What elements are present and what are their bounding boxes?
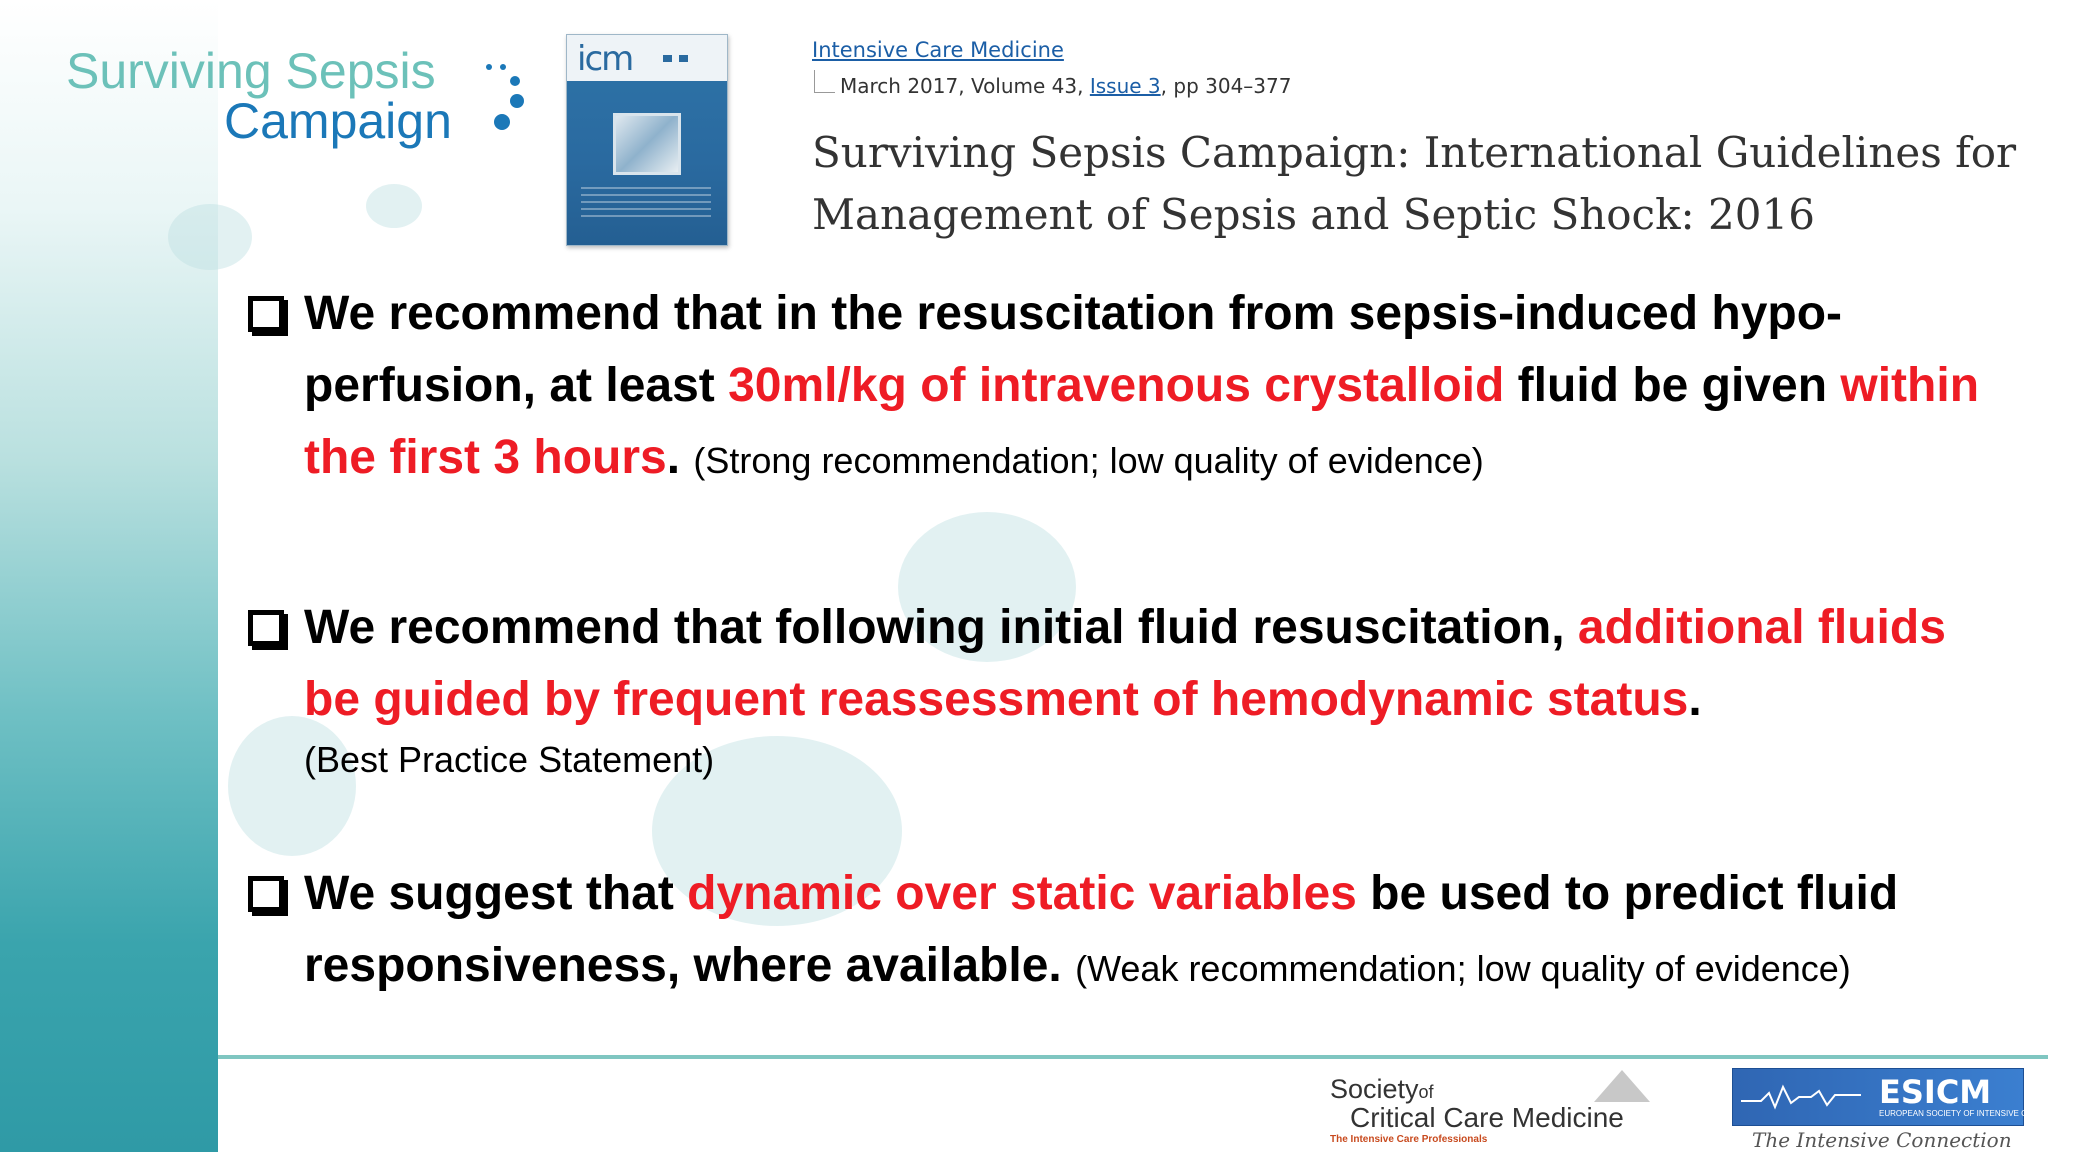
emphasis-segment: within the first 3 hours: [304, 359, 1980, 484]
recommendation-bullet: [248, 278, 2008, 497]
checkbox-icon: [248, 296, 284, 332]
logo-dot: [494, 114, 510, 130]
checkbox-icon: [248, 610, 284, 646]
text-segment: .: [1688, 673, 1702, 726]
article-title-line-1: Surviving Sepsis Campaign: International Guidelines for: [812, 128, 2017, 177]
recommendation-text: [304, 592, 2008, 784]
esicm-tagline: The Intensive Connection: [1752, 1128, 2012, 1152]
recommendation-bullet: [248, 592, 2008, 784]
text-segment: We recommend that in the resuscitation from sepsis-induced hypo-perfusion, at least: [304, 287, 1843, 412]
sccm-of: of: [1418, 1082, 1434, 1102]
tree-connector: [814, 70, 835, 93]
surviving-sepsis-campaign-logo: [66, 42, 546, 152]
footer-divider: [218, 1055, 2048, 1059]
sccm-name-line-1: [1330, 1074, 1434, 1105]
issue-meta-suffix: , pp 304–377: [1160, 74, 1292, 98]
logo-line-2: Campaign: [224, 93, 452, 149]
ecg-wave-icon: [1741, 1083, 1861, 1111]
emphasis-segment: additional fluids be guided by frequent reassessment of hemodynamic status: [304, 601, 1946, 726]
logo-dot: [486, 64, 492, 70]
evidence-note: (Best Practice Statement): [304, 739, 715, 780]
sccm-name-line-2: Critical Care Medicine: [1350, 1102, 1624, 1133]
text-segment: .: [666, 431, 694, 484]
sccm-triangle-icon: [1594, 1070, 1650, 1102]
issue-meta-prefix: March 2017, Volume 43,: [840, 74, 1090, 98]
text-segment: We suggest that: [304, 867, 688, 920]
left-decorative-gradient: [0, 0, 218, 1152]
logo-dot: [510, 76, 520, 86]
logo-dot: [510, 94, 524, 108]
text-segment: We recommend that following initial fluid resuscitation,: [304, 601, 1578, 654]
checkbox-icon: [248, 876, 284, 912]
evidence-note: (Strong recommendation; low quality of evidence): [693, 440, 1484, 481]
sccm-tagline: The Intensive Care Professionals: [1330, 1134, 1488, 1145]
cover-text-lines: [581, 187, 711, 217]
decorative-bubble: [366, 184, 422, 228]
esicm-logo: [1732, 1068, 2085, 1126]
issue-link[interactable]: Issue 3: [1089, 74, 1161, 98]
emphasis-segment: 30ml/kg of intravenous crystalloid: [728, 359, 1505, 412]
recommendation-text: [304, 278, 2008, 497]
text-segment: fluid be given: [1504, 359, 1841, 412]
esicm-name: ESICM: [1879, 1073, 1992, 1111]
text-segment: be used to predict fluid responsiveness, where available.: [304, 867, 1899, 992]
sccm-logo: [1326, 1070, 1666, 1146]
cover-logo: icm: [577, 39, 633, 79]
recommendation-bullet: [248, 858, 2008, 1005]
emphasis-segment: dynamic over static variables: [687, 867, 1357, 920]
logo-line-1: Surviving Sepsis: [66, 43, 436, 99]
logo-dot: [500, 64, 506, 70]
recommendation-text: [304, 858, 2008, 1005]
journal-cover-image: [566, 34, 728, 246]
article-title-line-2: Management of Sepsis and Septic Shock: 2016: [812, 190, 1815, 239]
decorative-bubble: [168, 204, 252, 270]
cover-square: [663, 55, 672, 62]
article-title: [812, 122, 2042, 246]
esicm-subtitle: EUROPEAN SOCIETY OF INTENSIVE CARE MEDICINE: [1879, 1109, 2085, 1118]
issue-meta-text: [840, 74, 1291, 98]
journal-name-link[interactable]: Intensive Care Medicine: [812, 38, 1064, 62]
cover-square: [679, 55, 688, 62]
cover-illustration: [613, 113, 681, 175]
sccm-society: Society: [1330, 1074, 1419, 1104]
evidence-note: (Weak recommendation; low quality of evidence): [1075, 948, 1851, 989]
